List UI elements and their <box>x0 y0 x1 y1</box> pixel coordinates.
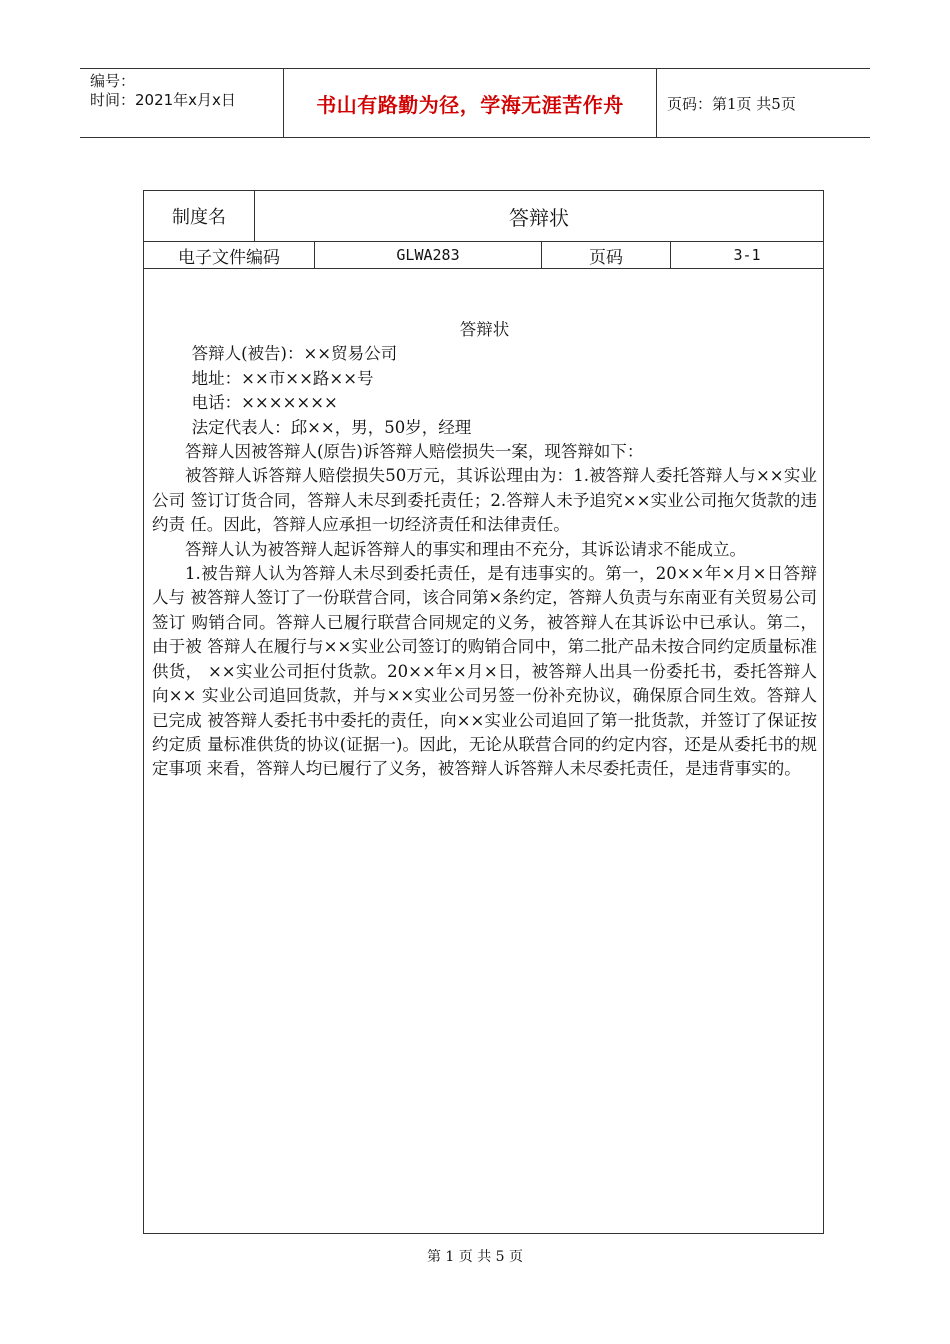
body-paragraph: 答辩人因被答辩人(原告)诉答辩人赔偿损失一案，现答辩如下： <box>185 442 644 462</box>
body-paragraph: 被答辩人诉答辩人赔偿损失50万元，其诉讼理由为：1.被答辩人委托答辩人与××实业公司 签订订货合同，答辩人未尽到委托责任；2.答辩人未予追究××实业公司拖欠货款的违约责 任。因此，答辩人应承担一切经济责任和法律责任。 <box>152 466 817 535</box>
file-info-row <box>144 242 823 269</box>
body-paragraph: 答辩人认为被答辩人起诉答辩人的事实和理由不充分，其诉讼请求不能成立。 <box>185 539 746 559</box>
system-name-value: 答辩状 <box>509 205 569 230</box>
document-body <box>152 318 817 782</box>
body-paragraph: 1.被告辩人认为答辩人未尽到委托责任，是有违事实的。第一，20××年×月×日答辩人与 被答辩人签订了一份联营合同，该合同第×条约定，答辩人负责与东南亚有关贸易公司签订 购销合同。答辩人已履行联营合同规定的义务，被答辩人在其诉讼中已承认。第二，由于被 答辩人在履行与××实业公司签订的购销合同中，第二批产品未按合同约定质量标准供货， ××实业公司拒付货款。20××年×月×日，被答辩人出具一份委托书，委托答辩人向×× 实业公司追回货款，并与××实业公司另签一份补充协议，确保原合同生效。答辩人已完成 被答辩人委托书中委托的责任，向××实业公司追回了第一批货款，并签订了保证按约定质 量标准供货的协议(证据一)。因此，无论从联营合同的约定内容，还是从委托书的规定事项 来看，答辩人均已履行了义务，被答辩人诉答辩人未尽委托责任，是违背事实的。 <box>152 564 817 779</box>
file-code-value: GLWA283 <box>315 242 542 268</box>
header-page-info: 页码：第1页 共5页 <box>667 94 796 113</box>
page-footer: 第 1 页 共 5 页 <box>426 1249 524 1265</box>
phone-line: 电话：××××××× <box>191 393 338 413</box>
page-header <box>80 68 870 138</box>
file-code-label: 电子文件编码 <box>144 242 315 268</box>
header-meta <box>80 69 284 137</box>
system-name-row <box>144 191 823 242</box>
date-label: 时间：2021年x月x日 <box>90 91 236 109</box>
address-line: 地址：××市××路××号 <box>191 368 374 388</box>
respondent-line: 答辩人(被告)：××贸易公司 <box>191 344 398 364</box>
header-slogan: 书山有路勤为径，学海无涯苦作舟 <box>284 69 657 137</box>
page-value: 3-1 <box>733 246 761 264</box>
serial-number-label: 编号： <box>90 72 136 90</box>
document-title: 答辩状 <box>459 320 510 339</box>
system-name-label: 制度名 <box>144 191 255 241</box>
page-label: 页码 <box>542 242 671 268</box>
representative-line: 法定代表人：邱××，男，50岁，经理 <box>191 417 472 437</box>
